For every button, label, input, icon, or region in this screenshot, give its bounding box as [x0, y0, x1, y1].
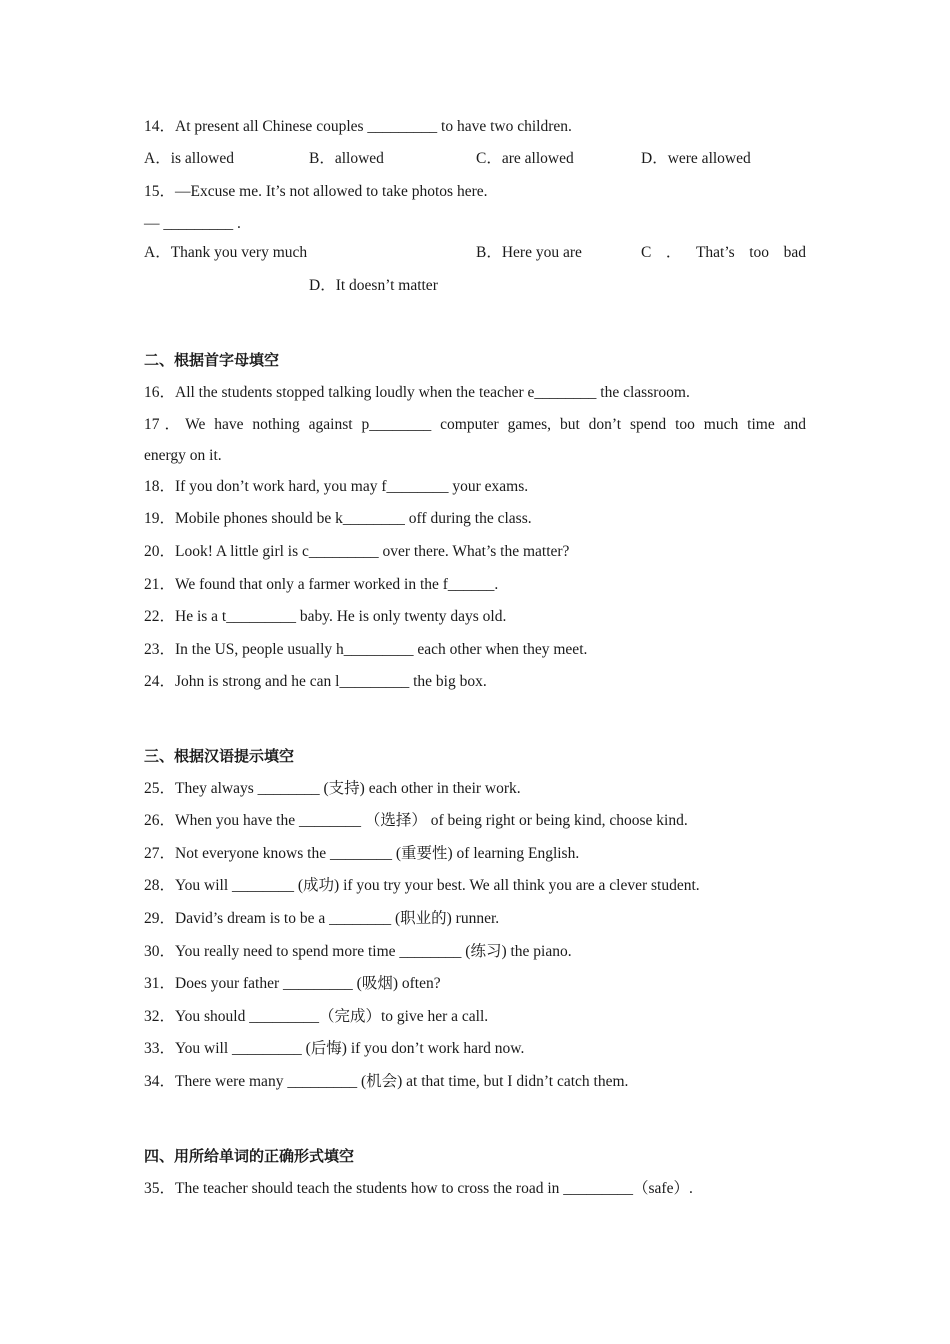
question-16: 16．All the students stopped talking loudly when the teacher e________ the classroom. [144, 384, 690, 401]
question-21: 21．We found that only a farmer worked in the f______. [144, 576, 499, 593]
q14-option-c: C．are allowed [476, 150, 574, 167]
question-22: 22．He is a t_________ baby. He is only twenty days old. [144, 608, 507, 625]
question-23: 23．In the US, people usually h_________ each other when they meet. [144, 641, 588, 658]
q15-option-c-word1: That’s [695, 244, 735, 261]
question-24: 24．John is strong and he can l_________ the big box. [144, 673, 487, 690]
q15-option-c-letter: C [641, 244, 652, 261]
section-2-heading: 二、根据首字母填空 [144, 351, 280, 369]
question-26: 26．When you have the ________ （选择） of being right or being kind, choose kind. [144, 812, 688, 829]
q15-option-c-word2: too [749, 244, 770, 261]
question-17-continued: energy on it. [144, 447, 222, 464]
question-30: 30．You really need to spend more time ________ (练习) the piano. [144, 943, 572, 960]
q15-option-a: A．Thank you very much [144, 244, 308, 261]
q15-option-b: B．Here you are [476, 244, 582, 261]
section-3-heading: 三、根据汉语提示填空 [144, 747, 295, 765]
question-15-stem: 15．—Excuse me. It’s not allowed to take photos here. [144, 183, 488, 200]
question-20: 20．Look! A little girl is c_________ over there. What’s the matter? [144, 543, 570, 560]
section-4-heading: 四、用所给单词的正确形式填空 [144, 1147, 355, 1165]
question-29: 29．David’s dream is to be a ________ (职业的) runner. [144, 910, 500, 927]
q15-option-c-dot: ． [665, 244, 682, 261]
question-34: 34．There were many _________ (机会) at that time, but I didn’t catch them. [144, 1073, 629, 1090]
question-18: 18．If you don’t work hard, you may f________ your exams. [144, 478, 529, 495]
q14-option-b: B．allowed [309, 150, 384, 167]
question-33: 33．You will _________ (后悔) if you don’t work hard now. [144, 1040, 525, 1057]
q15-option-c [641, 243, 806, 263]
question-27: 27．Not everyone knows the ________ (重要性) of learning English. [144, 845, 580, 862]
question-28: 28．You will ________ (成功) if you try your best. We all think you are a clever student. [144, 877, 700, 894]
q15-option-d: D．It doesn’t matter [309, 277, 438, 294]
q14-option-d: D．were allowed [641, 150, 751, 167]
question-32: 32．You should _________（完成）to give her a call. [144, 1008, 489, 1025]
question-19: 19．Mobile phones should be k________ off during the class. [144, 510, 532, 527]
question-35: 35．The teacher should teach the students how to cross the road in _________（safe）. [144, 1180, 693, 1197]
question-14-stem: 14．At present all Chinese couples _________ to have two children. [144, 118, 572, 135]
q15-option-c-word3: bad [783, 244, 806, 261]
q14-option-a: A．is allowed [144, 150, 234, 167]
question-15-reply: — _________ . [144, 215, 241, 232]
question-17: 17．We have nothing against p________ computer games, but don’t spend too much time and [144, 416, 806, 433]
question-31: 31．Does your father _________ (吸烟) often? [144, 975, 441, 992]
question-25: 25．They always ________ (支持) each other in their work. [144, 780, 521, 797]
